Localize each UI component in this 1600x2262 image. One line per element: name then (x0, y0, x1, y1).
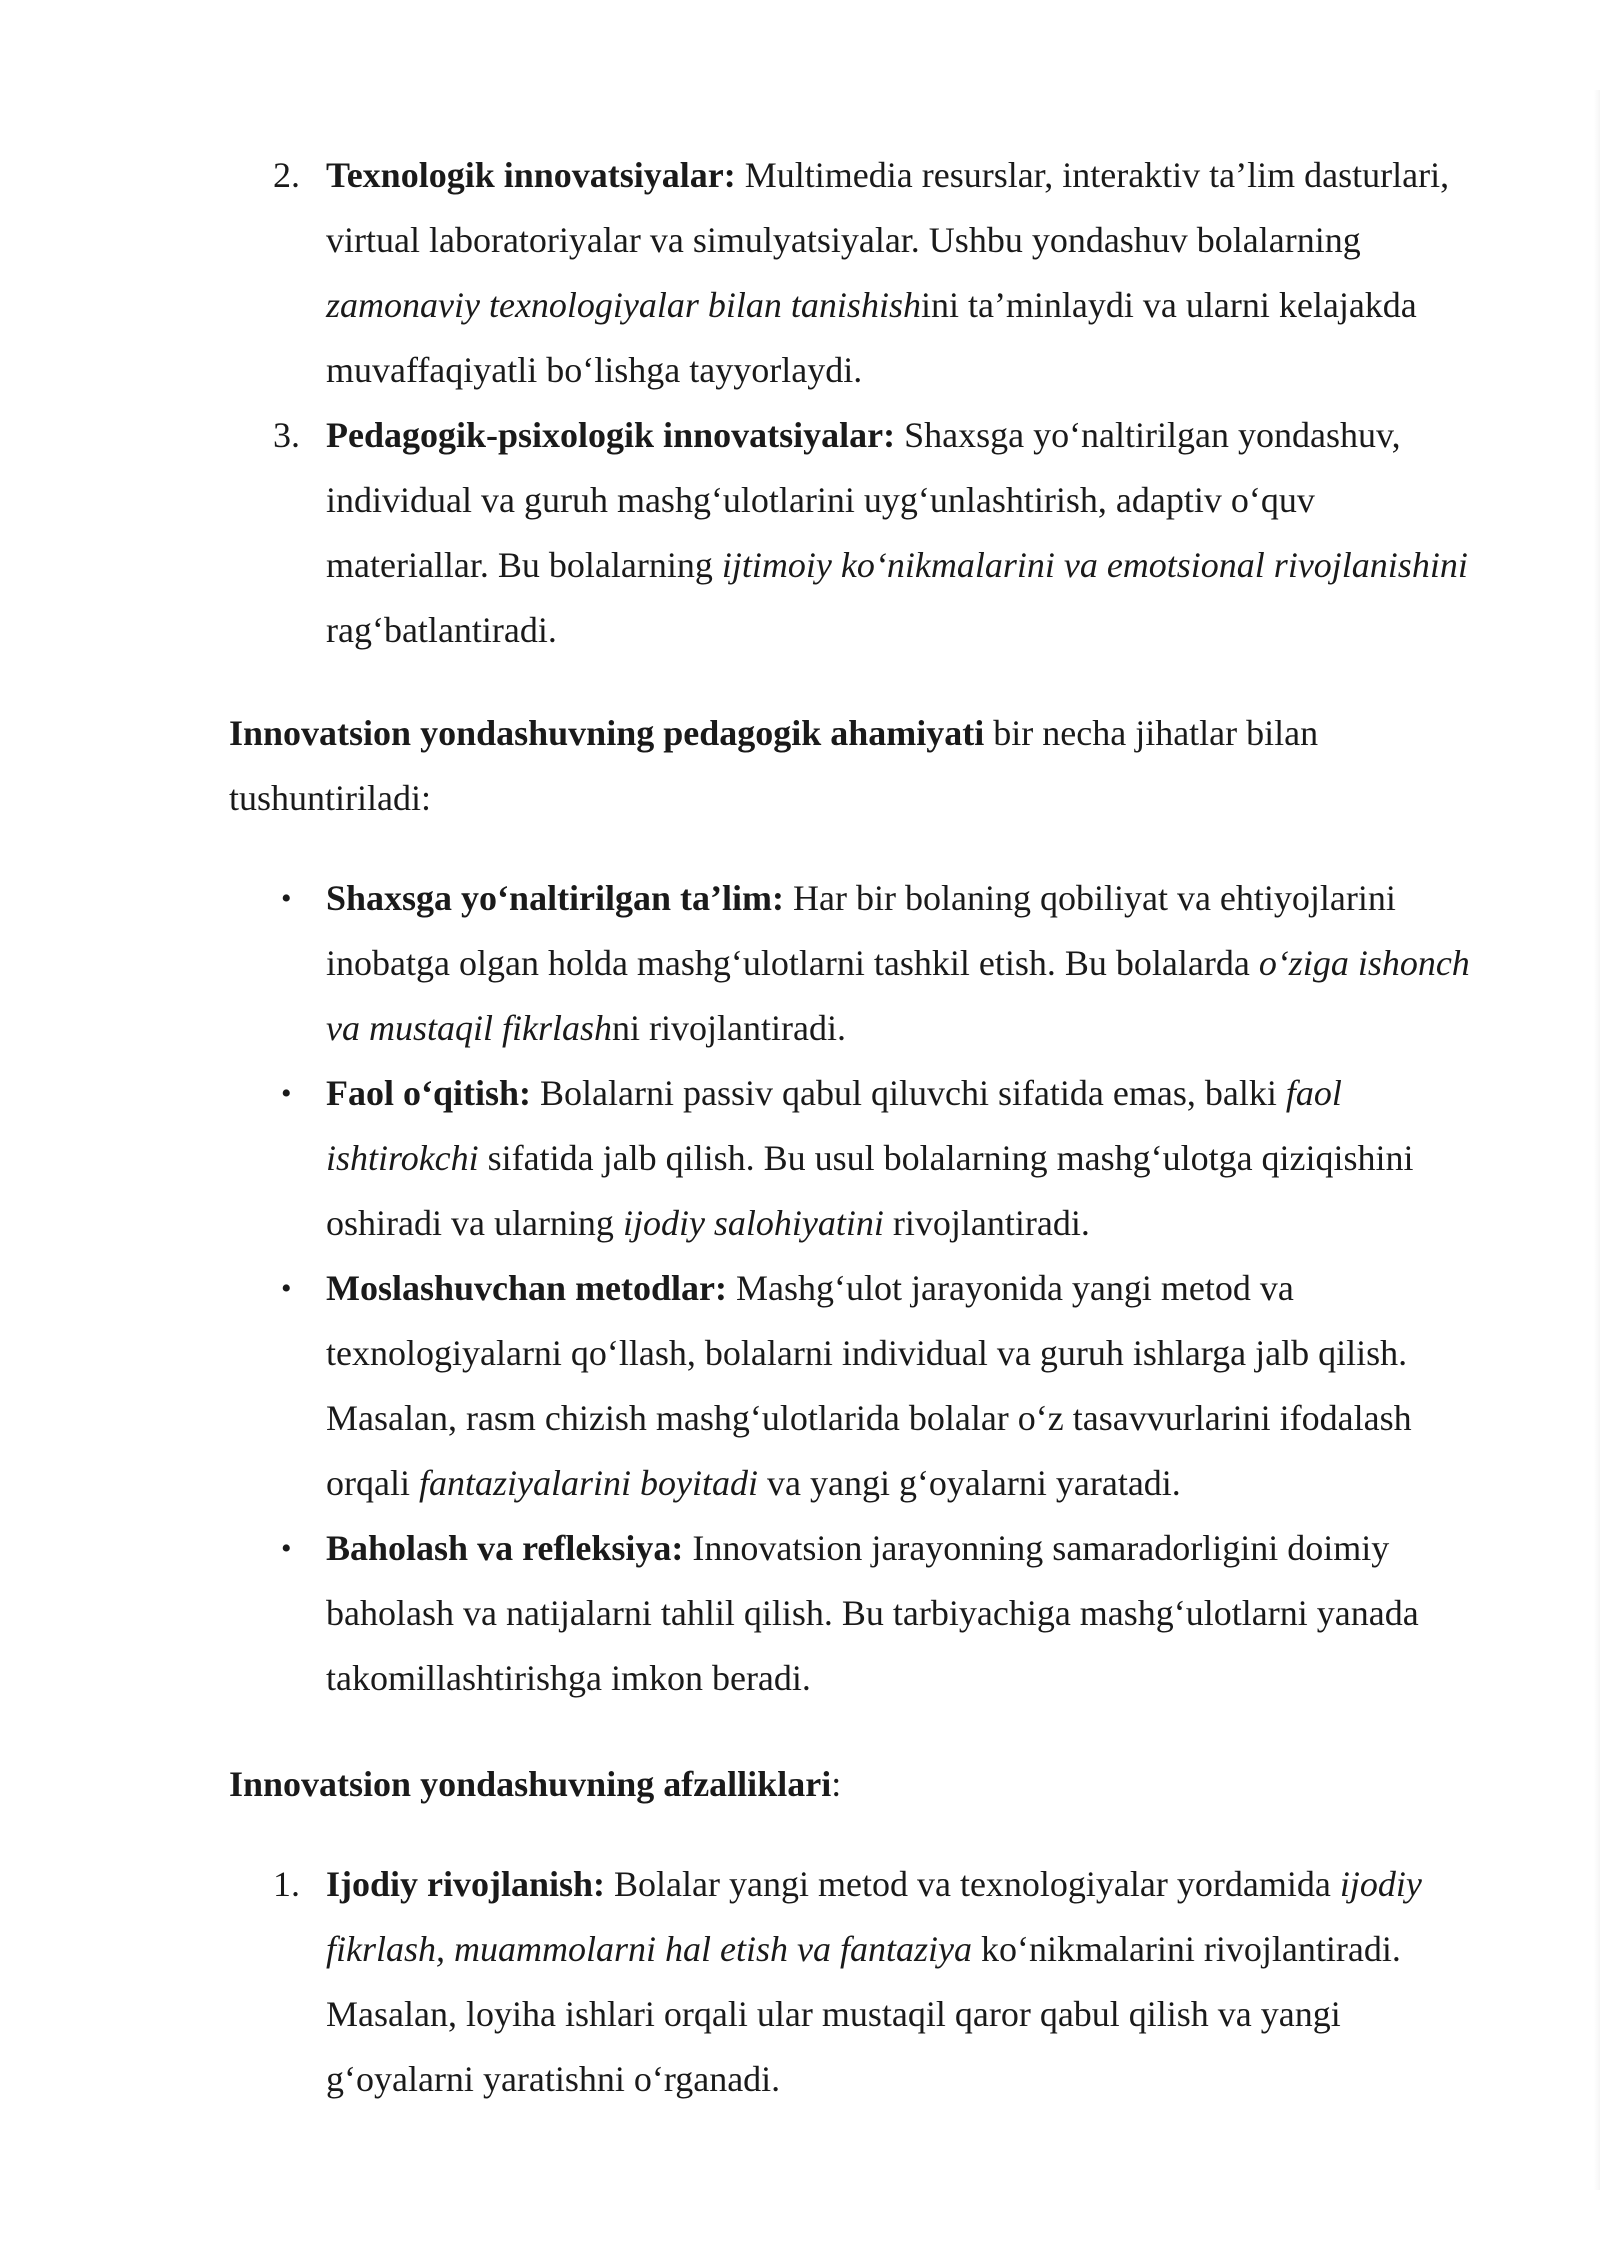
emphasis: zamonaviy texnologiyalar bilan tanishish (326, 285, 921, 325)
item-term: Faol o‘qitish: (326, 1073, 532, 1113)
list-item-text: Baholash va refleksiya: Innovatsion jarayonning samaradorligini doimiy baholash va natijalarni tahlil qilish. Bu tarbiyachiga mashg‘ulotlarni yanada takomillashtirishga imkon beradi. (326, 1528, 1419, 1698)
emphasis: faol ishtirokchi (326, 1073, 1342, 1178)
emphasis: ijtimoiy ko‘nikmalarini va emotsional rivojlanishini (721, 545, 1468, 585)
bullet-item-active-learning (0, 1061, 1600, 1256)
item-term: Ijodiy rivojlanish: (326, 1864, 606, 1904)
emphasis: ijodiy fikrlash, muammolarni hal etish va fantaziya (326, 1864, 1422, 1969)
bullet-marker: • (281, 1272, 292, 1305)
bullet-marker: • (281, 1077, 292, 1110)
list-item-technological-innovations (0, 143, 1600, 403)
item-term: Moslashuvchan metodlar: (326, 1268, 728, 1308)
item-term: Baholash va refleksiya: (326, 1528, 684, 1568)
item-term: Texnologik innovatsiyalar: (326, 155, 736, 195)
list-item-text: Faol o‘qitish: Bolalarni passiv qabul qiluvchi sifatida emas, balki faol ishtirokchi sifatida jalb qilish. Bu usul bolalarning mashg‘ulotga qiziqishini oshiradi va ularning ijodiy salohiyatini rivojlantiradi. (326, 1073, 1414, 1243)
item-term: Pedagogik-psixologik innovatsiyalar: (326, 415, 896, 455)
list-number: 3. (273, 415, 300, 455)
list-item-text: Moslashuvchan metodlar: Mashg‘ulot jarayonida yangi metod va texnologiyalarni qo‘llash, bolalarni individual va guruh ishlarga jalb qilish. Masalan, rasm chizish mashg‘ulotlarida bolalar o‘z tasavvurlarini ifodalash orqali fantaziyalarini boyitadi va yangi g‘oyalarni yaratadi. (326, 1268, 1412, 1503)
technology-innovations-list (0, 143, 1600, 663)
list-number: 2. (273, 155, 300, 195)
paragraph-heading: Innovatsion yondashuvning pedagogik ahamiyati (229, 713, 985, 753)
significance-bullet-list (0, 866, 1600, 1711)
page-edge-shadow (1594, 90, 1600, 2190)
list-item-creative-development (0, 1852, 1600, 2112)
advantages-paragraph: Innovatsion yondashuvning afzalliklari: (229, 1764, 842, 1804)
paragraph-heading: Innovatsion yondashuvning afzalliklari (229, 1764, 832, 1804)
list-number: 1. (273, 1864, 300, 1904)
bullet-marker: • (281, 1532, 292, 1565)
emphasis: fantaziyalarini boyitadi (418, 1463, 758, 1503)
list-item-text: Pedagogik-psixologik innovatsiyalar: Shaxsga yo‘naltirilgan yondashuv, individual va guruh mashg‘ulotlarini uyg‘unlashtirish, adaptiv o‘quv materiallar. Bu bolalarning ijtimoiy ko‘nikmalarini va emotsional rivojlanishini rag‘batlantiradi. (326, 415, 1468, 650)
list-item-text: Shaxsga yo‘naltirilgan ta’lim: Har bir bolaning qobiliyat va ehtiyojlarini inobatga olgan holda mashg‘ulotlarni tashkil etish. Bu bolalarda o‘ziga ishonch va mustaqil fikrlashni rivojlantiradi. (326, 878, 1470, 1048)
bullet-item-assessment-reflection (0, 1516, 1600, 1711)
item-term: Shaxsga yo‘naltirilgan ta’lim: (326, 878, 785, 918)
bullet-item-flexible-methods (0, 1256, 1600, 1516)
list-item-text: Texnologik innovatsiyalar: Multimedia resurslar, interaktiv ta’lim dasturlari, virtual laboratoriyalar va simulyatsiyalar. Ushbu yondashuv bolalarning zamonaviy texnologiyalar bilan tanishishini ta’minlaydi va ularni kelajakda muvaffaqiyatli bo‘lishga tayyorlaydi. (326, 155, 1450, 390)
emphasis: o‘ziga ishonch va mustaqil fikrlash (326, 943, 1470, 1048)
advantages-list (0, 1852, 1600, 2112)
emphasis: ijodiy salohiyatini (622, 1203, 884, 1243)
pedagogical-significance-paragraph: Innovatsion yondashuvning pedagogik ahamiyati bir necha jihatlar bilan tushuntiriladi: (229, 713, 1319, 818)
list-item-pedagogical-psychological-innovations (0, 403, 1600, 663)
bullet-item-personal-oriented (0, 866, 1600, 1061)
list-item-text: Ijodiy rivojlanish: Bolalar yangi metod va texnologiyalar yordamida ijodiy fikrlash, muammolarni hal etish va fantaziya ko‘nikmalarini rivojlantiradi. Masalan, loyiha ishlari orqali ular mustaqil qaror qabul qilish va yangi g‘oyalarni yaratishni o‘rganadi. (326, 1864, 1422, 2099)
bullet-marker: • (281, 882, 292, 915)
